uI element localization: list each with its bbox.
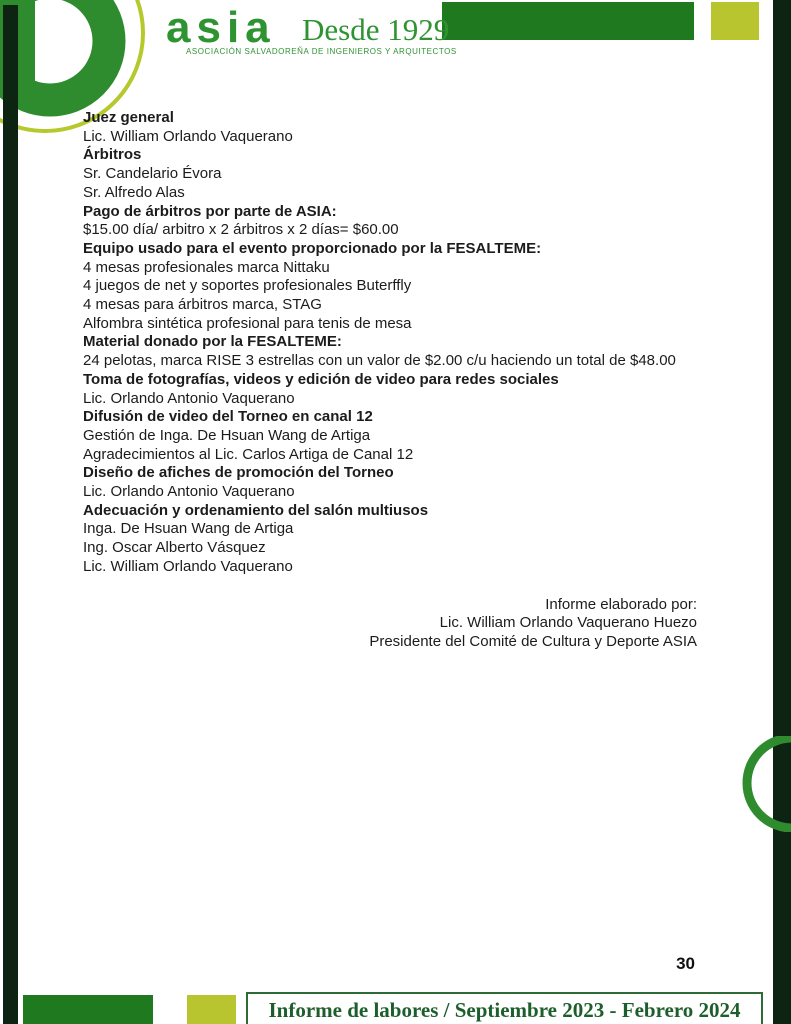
body-line: Sr. Candelario Évora <box>83 165 222 183</box>
left-edge-bar <box>3 5 18 1024</box>
signature-block <box>83 596 697 652</box>
body-line: 24 pelotas, marca RISE 3 estrellas con un valor de $2.00 c/u haciendo un total de $48.00 <box>83 352 676 370</box>
body-line: Pago de árbitros por parte de ASIA: <box>83 202 337 220</box>
body-line: Ing. Oscar Alberto Vásquez <box>83 539 266 557</box>
body-line: Inga. De Hsuan Wang de Artiga <box>83 520 294 538</box>
body-lines <box>83 109 703 577</box>
body-line: Alfombra sintética profesional para tenis de mesa <box>83 314 412 332</box>
signature-line: Presidente del Comité de Cultura y Deporte ASIA <box>369 632 697 650</box>
body-line: Lic. Orlando Antonio Vaquerano <box>83 483 295 501</box>
page-number: 30 <box>676 954 695 973</box>
footer-banner <box>246 992 763 1024</box>
logo-wordmark: asia <box>166 3 276 52</box>
footer-yellow-rectangle <box>187 995 236 1024</box>
green-circle <box>747 738 791 828</box>
body-line: Gestión de Inga. De Hsuan Wang de Artiga <box>83 426 371 444</box>
logo-tagline: ASOCIACIÓN SALVADOREÑA DE INGENIEROS Y ARQUITECTOS <box>186 47 457 56</box>
header-green-rectangle <box>442 2 694 40</box>
body-line: Agradecimientos al Lic. Carlos Artiga de Canal 12 <box>83 445 414 463</box>
body-line: 4 juegos de net y soportes profesionales Buterffly <box>83 277 412 295</box>
logo-since-text: Desde 1929 <box>302 12 450 47</box>
body-line: Toma de fotografías, videos y edición de video para redes sociales <box>83 370 559 388</box>
body-line: Difusión de video del Torneo en canal 12 <box>83 408 373 426</box>
body-line: Lic. William Orlando Vaquerano <box>83 127 293 145</box>
body-line: Árbitros <box>83 146 142 164</box>
body-line: 4 mesas para árbitros marca, STAG <box>83 296 322 314</box>
signature-line: Lic. William Orlando Vaquerano Huezo <box>439 614 697 632</box>
body-line: $15.00 día/ arbitro x 2 árbitros x 2 días= $60.00 <box>83 221 399 239</box>
body-line: Adecuación y ordenamiento del salón multiusos <box>83 501 429 519</box>
footer-banner-text: Informe de labores / Septiembre 2023 - Febrero 2024 <box>268 998 741 1022</box>
signature-line: Informe elaborado por: <box>545 595 697 613</box>
right-edge-bar <box>773 0 791 1024</box>
header-yellow-square <box>711 2 759 40</box>
body-line: Juez general <box>83 109 174 126</box>
green-stem <box>17 0 35 86</box>
report-body <box>83 109 703 652</box>
body-line: Sr. Alfredo Alas <box>83 183 185 201</box>
body-line: Lic. William Orlando Vaquerano <box>83 557 293 575</box>
bottom-right-circle-decoration <box>729 736 791 832</box>
body-line: Material donado por la FESALTEME: <box>83 333 342 351</box>
body-line: 4 mesas profesionales marca Nittaku <box>83 258 330 276</box>
body-line: Lic. Orlando Antonio Vaquerano <box>83 389 295 407</box>
body-line: Equipo usado para el evento proporcionado por la FESALTEME: <box>83 239 542 257</box>
footer-green-rectangle <box>23 995 153 1024</box>
body-line: Diseño de afiches de promoción del Torneo <box>83 464 394 482</box>
